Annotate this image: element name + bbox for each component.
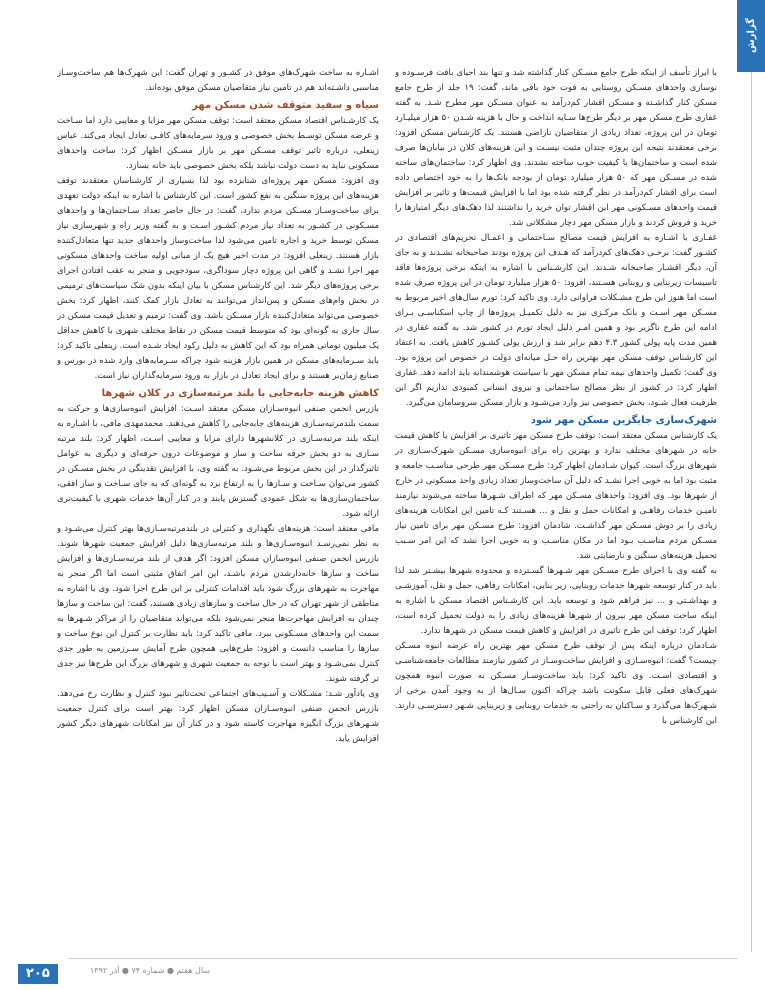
page-footer <box>0 950 765 990</box>
paragraph: بازرس انجمن صنفی انبوه‌سـازان مسکن معتقد اسـت: افزایش انبوه‌سازی‌ها و حرکت به سمت بلندمرتبه‌سـازی هزینه‌های جابه‌جایی را کاهش می‌دهند. محمدمهدی مافی، با اشـاره به اینکه بلند مرتبه‌سـازی در کلانشهرها دارای مزایا و معایبی اسـت، اظهار کرد: بلند مرتبه سـازی به دو بخش حرفه ساخت و ساز و موضوعات درون حرفه‌ای و دیگری به عوامل تاثیرگذار در این بخش مربوط می‌شـود. به گفته وی، با افزایش تقدینگی در بخش مسـکن در کشور می‌توان سـاخت و سـازها را به ارتفاع برد به گونه‌ای که به جای سـاخت و ساز افقی، ساختمان‌سازی‌ها به شکل عمودی گسترش یابند و در کنار آن‌ها خدمات شهری با کیفیت‌تری ارائه شود. <box>57 404 379 519</box>
left-column <box>57 66 379 946</box>
paragraph: مافی معتقد است: هزینه‌های نگهداری و کنترلی در بلندمرتبه‌سـازی‌ها بهتر کنترل می‌شـود و به نظر نمی‌رسـد انبوه‌سـازی‌ها و بلند مرتبه‌سازی‌ها دلیل افزایش جمعیت شهرها شوند. بازرس انجمن صنفی انبوه‌سازان مسکن افزود: اگر هدف از بلند مرتبه‌سـازی‌ها و افزایش ساخت و سازها خانه‌دارشدن مردم باشـد، این امر اتفاق مثبتی است اما اگر منجر به مهاجرت به شهرهای بزرگ شود باید اقدامات کنترلی بر این طرح اجرا شود. وی با اشاره به مناطقی از شهر تهران که در حال ساخت و سازهای زیادی هستند، گفت: این ساخت و سازها چندان به افزایش مهاجرت‌ها منجر نمی‌شود بلکه می‌تواند متقاضیان را از مراکز شـهرها به سمت این واحدهای مسـکونی ببرد. مافی تاکید کرد: باید نظارت بر کنترل این نوع ساخت و سازها را مناسب دانست و افزود: طرح‌هایی همچون طرح آمایش سـرزمین به طور جدی کنترل نمی‌شـود و بهتر است با توجه به جمعیت شهری و شهرهای بزرگ این طرح‌ها نیز جدی تر گرفته شوند. <box>57 524 379 684</box>
section-tab <box>737 0 765 72</box>
paragraph: یک کارشناس مسکن معتقد است: توقف طرح مسکن مهر تاثیری بر افزایش یا کاهش قیمت خانه در شهرهای مختلف ندارد و بهترین راه برای انبوه‌سازی مسـکن شهرک‌سـازی در شهرهای بزرگ است. کیوان شـادمان اظهار کرد: طرح مسـکن مهر طرحی مناسـب جامعه و مثبت بود اما به خوبی اجرا نشـد که دلیل آن ساخت‌وساز تعداد زیادی واحد مسکونی در خارج از شهرها بود. وی افزود: واحدهای مسـکن مهر که اطراف شـهرها ساخته می‌شوند نیازمند تامیـن خدمات رفاهـی و امکانات حمل و نقل و ... هسـتند کـه تامین این امکانات هزینه‌های زیادی را بر دوش مسـکن مهر گذاشـت. شادمان افزود: طرح مسـکن مهر برای تامین نیاز مسـکن مردم مناسـب بـود اما در مکان مناسـب و به خوبی اجرا نشد که این امر سـبب تحمیل هزینه‌های سنگین و نارضایتی شد. <box>395 431 717 561</box>
paragraph: غفـاری با اشـاره به افزایش قیمت مصالح سـاختمانی و اعمـال تحریم‌های اقتصادی در کشـور گفت: برخـی دهک‌های کم‌درآمد که هـدف این پروژه بودند صاحبخانه نشـدند و به جای آن، دیگر اقشـار صاحبخانه شـدند. این کارشـناس با اشاره به اینکه برخی پروژه‌ها فاقد تاسیسات زیربنایی و روبنایی هسـتند، افزود: ۵۰ هزار میلیارد تومان در این پروژه صرف شده است اما هنوز این طرح مشـکلات فراوانی دارد. وی تاکید کرد: تورم سال‌های اخیر مربوط به مسـکن مهر اسـت و بانک مرکـزی نیز به دلیل تکمیـل پروژه‌ها از چاپ اسکناسـی بـرای ادامه این طرح ناگزیر بود و همین امـر دلیل ایجاد تورم در کشور شد. به گفته غفاری در همین مدت پایه پولی کشور ۴.۳ دهم برابر شد و ارزش پولی کشـور کاهش یافت. به اعتقاد این کارشناس توقف مسکن مهر بهترین راه حـل میانه‌ای دولت در خصوص این پروژه بود. وی گفت: تکمیل واحدهای نیمه تمام مسکن مهر با سیاست هوشمندانه باید ادامه دهد. غفاری اظهار کرد: در کشور از نظر مصالح ساختمانی و نیروی انسانی کمبودی نداریم اگر این ظرفیت فعال شـود، بخش خصوصی نیز وارد می‌شـود و بازار مسکن سروسامان می‌گیرد. <box>395 233 717 408</box>
right-column <box>395 66 717 946</box>
paragraph: با ابراز تأسف از اینکه طرح جامع مسـکن کنار گذاشته شد و تنها بند احیای بافت فرسـوده و نوسازی واحدهای مسـکن روستایی به قوت خود باقی ماند، گفت: ۱۹ جلد از طرح جامع مسکن کنار گذاشـته و مسـکن اقشار کم‌درآمد به عنوان مسـکن مهر مطرح شـد. به گفته غفاری طرح مسکن مهر بر دیگر طرح‌ها سـایه انداخت و حال با هزینه شـدن ۵۰ هزار میلیـارد تومان در این پروژه، تعداد زیادی از متقاضیان ناراضی هستند. یک کارشناس مسکن افزود: برخی معتقدند نتیجه این پروژه چندان مثبت نیسـت و این هزینه‌های کلان در بیابان‌ها صرف شده است و ساختمان‌ها با کیفیت خوب ساخته نشدند. وی اظهار کرد: ساختمان‌های ساخته شده در مسـکن مهر که ۵۰ هزار میلیارد تومان از بودجه بانک‌ها را به خود اختصاص داده است برای اقشار کم‌درآمد در نظر گرفته شده بود اما با افزایش قیمت‌ها و تاثیر بر افزایش قیمت واحدهای مسـکونی مهر این اقشار توان خرید را نداشتند لذا دهک‌های دیگر امتیازها را خرید و فروش کردند و بازار مسکن مهر دچار مشکلاتی شد. <box>395 68 717 228</box>
section-heading: شهرک‌سازی جایگزین مسکن مهر شود <box>530 415 717 426</box>
side-divider-line <box>751 72 752 952</box>
issue-info: سال هفتم ● شماره ۷۴ ● آذر ۱۳۹۲ <box>90 966 210 975</box>
section-heading: کاهش هزینه جابه‌جایی با بلند مرتبه‌سازی در کلان شهرها <box>101 388 379 399</box>
footer-rule <box>68 958 738 959</box>
paragraph: وی یادآور شـد: مشـکلات و آسـیب‌های اجتماعی تحت‌تاثیر نبود کنترل و نظارت رخ می‌دهد. بازرس انجمن صنفی انبوه‌سـازان مسکن اظهار کرد: بهتر است برای کنترل جمعیت شـهرهای بزرگ انگیزه مهاجرت کاسته شود و در کنار آن نیز امکانات شهرهای دیگر کشور افزایش یابد. <box>57 689 379 744</box>
paragraph: شـادمان درباره اینکه پس از توقف طرح مسکن مهر بهترین راه عرضه انبوه مسـکن چیست؟ گفت: انبوه‌سـازی و افزایش ساخت‌وسـاز در کشور نیازمند مطالعات جامعه‌شناسـی و اقتصادی اسـت. وی تاکید کرد: باید ساخت‌وسـاز مسـکن به صورت انبوه همچون شهرک‌های فعلی قابل سکونت باشد چراکه اکنون سـال‌ها از به وجود آمدن برخی از شـهرک‌ها می‌گذرد و سـاکنان به راحتی به خدمات روبنایی و زیربنایی شـهر دسترسـی دارند. این کارشناس با <box>395 641 717 726</box>
section-heading: سیاه و سفید متوقف شدن مسکن مهر <box>192 100 379 111</box>
paragraph: اشـاره به ساخت شهرک‌های موفق در کشـور و تهران گفت: این شهرک‌ها هم ساخت‌وسـاز مناسبی داشـته‌اند هم در تامین نیاز متقاضیان مسکن موفق بوده‌اند. <box>57 68 379 93</box>
article-body <box>57 66 717 946</box>
section-tab-label: گزارش <box>745 18 757 54</box>
paragraph: وی افزود: مسکن مهر پروژه‌ای شتابزده بود لذا بسیاری از کارشناسان معتقدند توقف هزینه‌های این پروژه سنگین به نفع کشور است. این کارشناس با اشاره به اینکه دولت تعهدی برای ساخت‌وسـاز مسـکن مردم ندارد، گفت: در حال حاضر تعداد سـاختمان‌ها و واحدهای مسـکونی در کشـور به تعداد نیاز مردم کشـور اسـت و به گفته وزیر راه و شهرسازی نیاز مسکن توسط خرید و اجاره تامین می‌شود لذا ساخت‌وساز واحدهای جدید تنها متعادل‌کننده بازار هستند. زینعلی افزود: در مدت اخیر هیچ یک از مبانی اولیه ساخت واحدهای مسکونی مهر اجرا نشـد و گاهی این پروژه دچار سوداگری، سودجویی و منجر به عقب افتادن اجرای برخی پروژه‌های دیگر شد. این کارشناس مسکن با بیان اینکه بدون شک سیاست‌های ترمیمی در بخش وام‌های مسکن و پس‌انداز می‌توانند به تعادل بازار کمک کنند، اظهار کرد: بخش خصوصی می‌تواند متعادل‌کننده بازار مسـکن باشد. وی گفت: ترمیم و تعدیل قیمت مسکن در سال جاری به گونه‌ای بود که متوسط قیمت مسکن در نقاط مختلف شهری با کاهش حداقل یک میلیون تومانی همراه بود که این کاهش به دلیل رکود ایجاد شـده است. زینعلی تاکید کرد: باید سـرمایه‌های مسکن در همین بازار هزینه شود چراکه سـرمایه‌های وارد شده در بورس و صنایع زمان‌بر هستند و برای ایجاد تعادل در بازار به ورود سرمایه‌گذاران نیاز است. <box>57 176 379 381</box>
paragraph: یک کارشـناس اقتصاد مسکن معتقد است: توقف مسکن مهر مزایا و معایبی دارد اما سـاخت و عرضه مسکن توسـط بخش خصوصی و ورود سرمایه‌های کافـی تعادل ایجاد می‌کند. عباس زینعلی، درباره تاثیر توقف مسـکن مهر بر بازار مسـکن اظهار کرد: ساخت واحدهای مسکونی نباید به دست دولت نباشد بلکه بخش خصوصی باید خانه بسازد. <box>57 116 379 171</box>
page-number: ۲۰۵ <box>18 964 58 984</box>
paragraph: به گفته وی با اجرای طرح مسـکن مهر شـهرها گسـترده و محدوده شهرها بیشـتر شد لذا باید در کنار توسعه شهرها خدمات روبنایی، زیر بنایی، امکانات رفاهی، حمل و نقل، آموزشـی و بهداشـتی و ... نیز فراهم شود و توسعه یابد. این کارشـناس اقتصاد مسکن با اشاره به اینکه ساخت مسکن مهر بیرون از شهرها هزینه‌های زیادی را به دولت تحمیل کرده است، اظهار کرد: توقف این طرح تاثیری در افزایش و کاهش قیمت مسکن در شهرها ندارد. <box>395 566 717 636</box>
